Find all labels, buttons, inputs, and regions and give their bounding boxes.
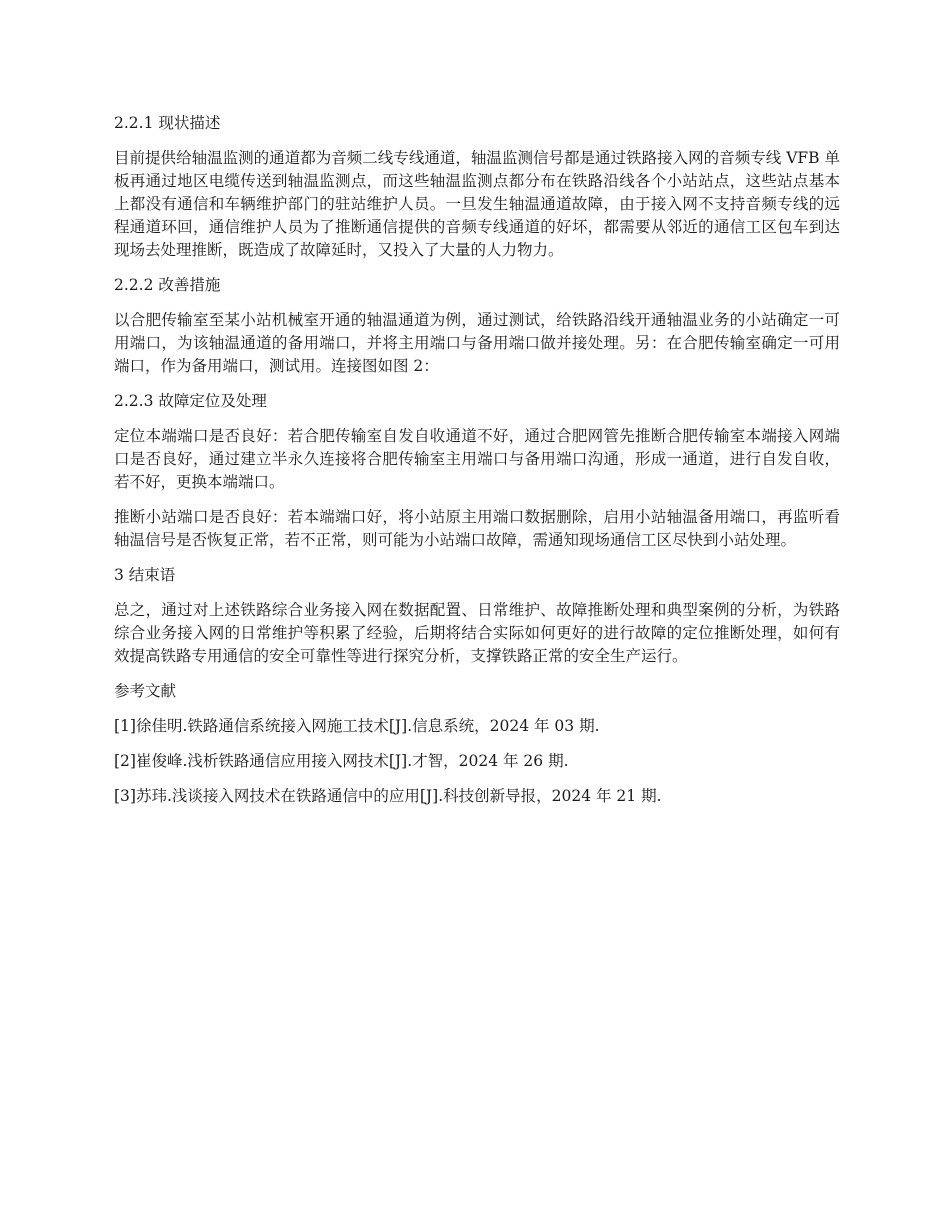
reference-item: [3]苏玮.浅谈接入网技术在铁路通信中的应用[J].科技创新导报，2024 年 21 期. (114, 787, 662, 805)
section-conclusion (114, 564, 840, 668)
document-body (114, 112, 840, 820)
reference-item: [2]崔俊峰.浅析铁路通信应用接入网技术[J].才智，2024 年 26 期. (114, 752, 569, 770)
section-heading: 2.2.3 故障定位及处理 (114, 392, 267, 410)
section-heading: 3 结束语 (114, 566, 176, 584)
reference-item: [1]徐佳明.铁路通信系统接入网施工技术[J].信息系统，2024 年 03 期. (114, 717, 600, 735)
references-heading: 参考文献 (114, 682, 177, 700)
section-current-status (114, 112, 840, 262)
section-improvement-measures (114, 274, 840, 378)
paragraph: 目前提供给轴温监测的通道都为音频二线专线通道，轴温监测信号都是通过铁路接入网的音频专线 VFB 单板再通过地区电缆传送到轴温监测点，而这些轴温监测点都分布在铁路沿线各个小站站点，这些站点基本上都没有通信和车辆维护部门的驻站维护人员。一旦发生轴温通道故障，由于接入网不支持音频专线的远程通道环回，通信维护人员为了推断通信提供的音频专线通道的好坏，都需要从邻近的通信工区包车到达现场去处理推断，既造成了故障延时，又投入了大量的人力物力。 (114, 149, 840, 259)
section-fault-location (114, 390, 840, 552)
section-heading: 2.2.1 现状描述 (114, 114, 221, 132)
paragraph: 推断小站端口是否良好：若本端端口好，将小站原主用端口数据删除，启用小站轴温备用端口，再监听看轴温信号是否恢复正常，若不正常，则可能为小站端口故障，需通知现场通信工区尽快到小站处理。 (114, 508, 840, 549)
section-heading: 2.2.2 改善措施 (114, 276, 221, 294)
paragraph: 定位本端端口是否良好：若合肥传输室自发自收通道不好，通过合肥网管先推断合肥传输室本端接入网端口是否良好，通过建立半永久连接将合肥传输室主用端口与备用端口沟通，形成一通道，进行自发自收，若不好，更换本端端口。 (114, 427, 840, 491)
references-section (114, 680, 840, 808)
paragraph: 以合肥传输室至某小站机械室开通的轴温通道为例，通过测试，给铁路沿线开通轴温业务的小站确定一可用端口，为该轴温通道的备用端口，并将主用端口与备用端口做并接处理。另：在合肥传输室确定一可用端口，作为备用端口，测试用。连接图如图 2： (114, 311, 840, 375)
paragraph: 总之，通过对上述铁路综合业务接入网在数据配置、日常维护、故障推断处理和典型案例的分析，为铁路综合业务接入网的日常维护等积累了经验，后期将结合实际如何更好的进行故障的定位推断处理，如何有效提高铁路专用通信的安全可靠性等进行探究分析，支撑铁路正常的安全生产运行。 (114, 601, 840, 665)
